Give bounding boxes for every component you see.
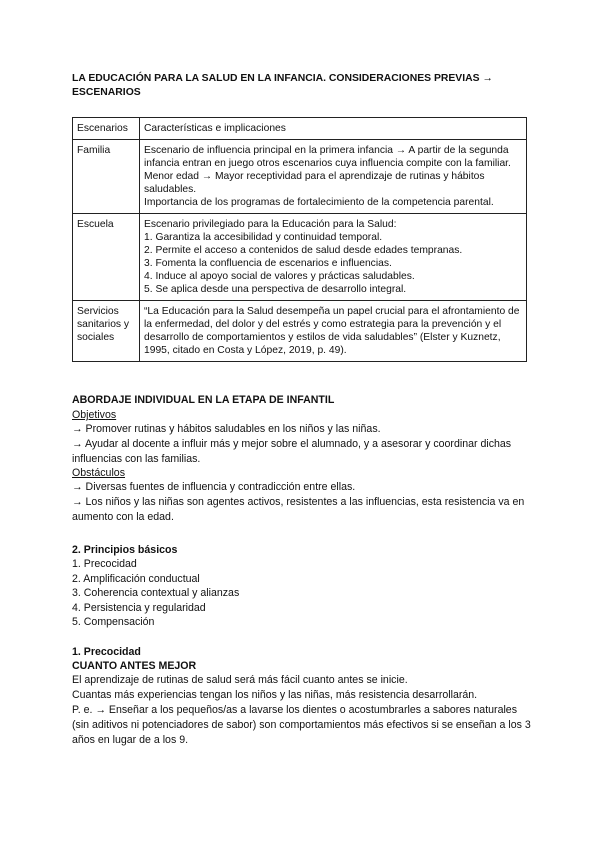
table-row xyxy=(73,214,527,301)
cell-line: Escenario de influencia principal en la primera infancia → A partir de la segunda infancia entran en juego otros escenarios cuya influencia compite con la familiar. xyxy=(144,145,511,169)
document-title: LA EDUCACIÓN PARA LA SALUD EN LA INFANCIA. CONSIDERACIONES PREVIAS → ESCENARIOS xyxy=(72,73,493,98)
row-label-familia: Familia xyxy=(73,140,140,214)
precocidad-paragraph: El aprendizaje de rutinas de salud será más fácil cuanto antes se inicie. xyxy=(72,674,408,686)
table-header-cell: Escenarios xyxy=(73,118,140,140)
cell-line: “La Educación para la Salud desempeña un papel crucial para el afrontamiento de la enfermedad, del dolor y del estrés y como estrategia para la prevención y el desarrollo de comportamientos y estilos de vida saludables” (Elster y Kuznetz, 1995, citado en Costa y López, 2019, p. 49). xyxy=(144,306,520,356)
precocidad-heading: 1. Precocidad xyxy=(72,646,141,658)
escenarios-table xyxy=(72,117,527,362)
cell-line: 5. Se aplica desde una perspectiva de desarrollo integral. xyxy=(144,284,407,295)
principio-item: 2. Amplificación conductual xyxy=(72,572,200,585)
objetivos-label: Objetivos xyxy=(72,409,117,421)
principio-item: 4. Persistencia y regularidad xyxy=(72,601,206,614)
principio-item: 1. Precocidad xyxy=(72,558,137,570)
principios-section xyxy=(72,543,532,630)
objetivo-item: → Ayudar al docente a influir más y mejor sobre el alumnado, y a asesorar y coordinar dichas influencias con las familias. xyxy=(72,438,512,465)
table-row xyxy=(73,301,527,362)
precocidad-section xyxy=(72,645,532,748)
row-content-servicios xyxy=(140,301,527,362)
row-label-servicios: Servicios sanitarios y sociales xyxy=(73,301,140,362)
cell-line: Escenario privilegiado para la Educación para la Salud: xyxy=(144,219,397,230)
row-content-escuela xyxy=(140,214,527,301)
cell-line: 4. Induce al apoyo social de valores y prácticas saludables. xyxy=(144,271,415,282)
cell-line: Importancia de los programas de fortalecimiento de la competencia parental. xyxy=(144,197,494,208)
cell-line: 3. Fomenta la confluencia de escenarios e influencias. xyxy=(144,258,392,269)
cell-line: 1. Garantiza la accesibilidad y continuidad temporal. xyxy=(144,232,383,243)
principios-heading: 2. Principios básicos xyxy=(72,544,178,556)
cell-line: 2. Permite el acceso a contenidos de salud desde edades tempranas. xyxy=(144,245,463,256)
objetivo-item: → Promover rutinas y hábitos saludables en los niños y las niñas. xyxy=(72,423,381,435)
table-row xyxy=(73,140,527,214)
principio-item: 5. Compensación xyxy=(72,616,155,629)
obstaculo-item: → Diversas fuentes de influencia y contradicción entre ellas. xyxy=(72,481,356,493)
precocidad-paragraph: Cuantas más experiencias tengan los niños y las niñas, más resistencia desarrollarán. xyxy=(72,689,478,701)
obstaculos-label: Obstáculos xyxy=(72,467,125,479)
obstaculo-item: → Los niños y las niñas son agentes activos, resistentes a las influencias, esta resistencia va en aumento con la edad. xyxy=(72,496,525,523)
precocidad-paragraph: P. e. → Enseñar a los pequeños/as a lavarse los dientes o acostumbrarles a sabores naturales (sin aditivos ni potenciadores de sabor) son comportamientos más efectivos si se enseñan a los 3 años en lugar de a los 9. xyxy=(72,704,531,746)
table-header-row xyxy=(73,118,527,140)
cell-line: Menor edad → Mayor receptividad para el aprendizaje de rutinas y hábitos saludables. xyxy=(144,171,485,195)
principio-item: 3. Coherencia contextual y alianzas xyxy=(72,587,240,600)
abordaje-section xyxy=(72,394,532,525)
table-header-cell: Características e implicaciones xyxy=(140,118,527,140)
row-label-escuela: Escuela xyxy=(73,214,140,301)
precocidad-subheading: CUANTO ANTES MEJOR xyxy=(72,660,197,672)
row-content-familia xyxy=(140,140,527,214)
abordaje-heading: ABORDAJE INDIVIDUAL EN LA ETAPA DE INFANTIL xyxy=(72,394,335,406)
